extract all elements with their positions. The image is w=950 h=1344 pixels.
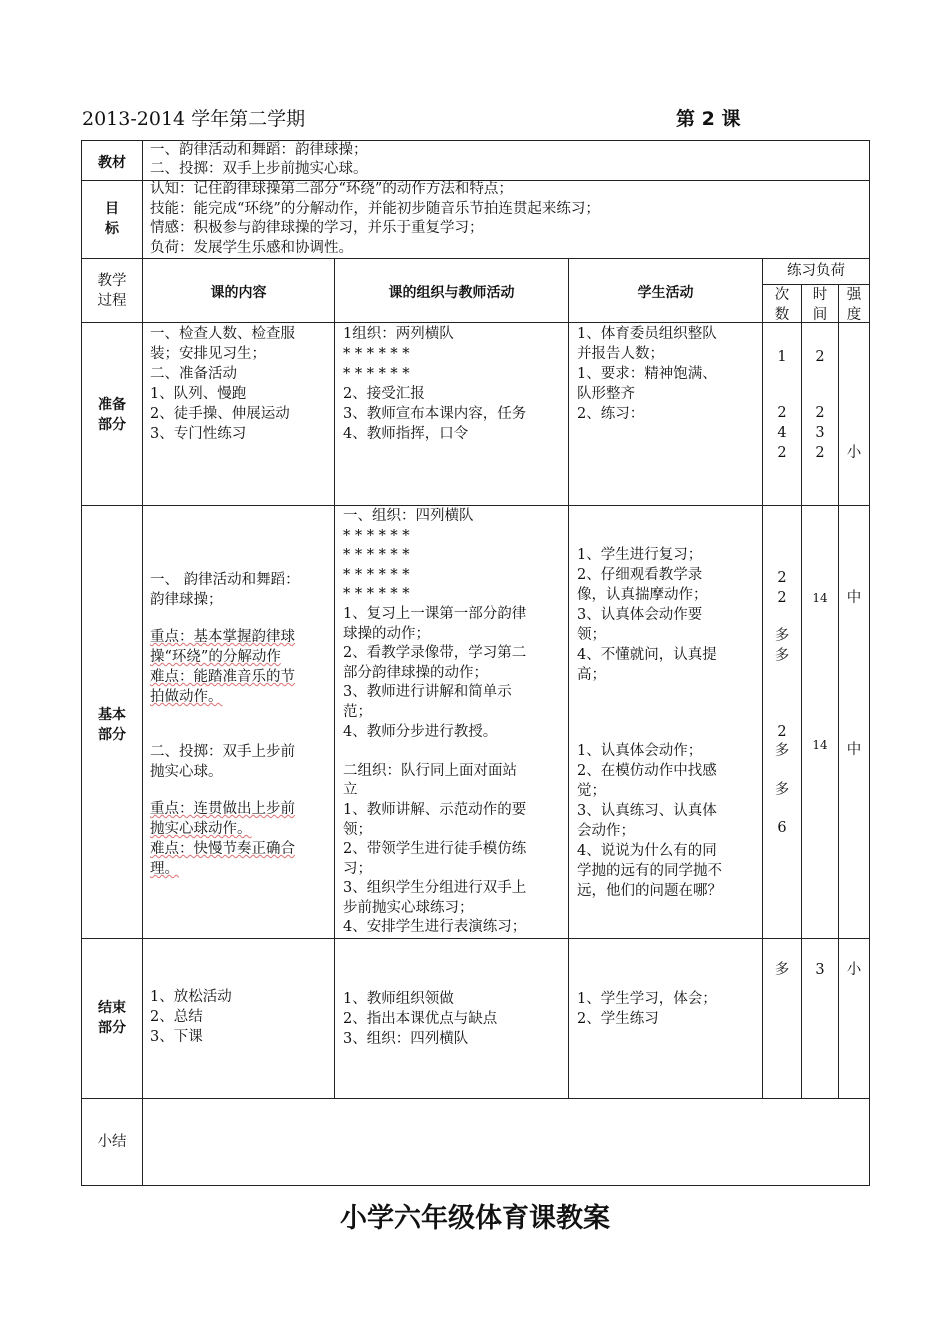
materials-text: 一、韵律活动和舞蹈：韵律球操； 二、投掷：双手上步前抛实心球。 xyxy=(150,142,368,177)
prep-organization: 1组织：两列横队 * * * * * * * * * * * * 2、接受汇报 3、教师宣布本课内容，任务 4、教师指挥，口令 xyxy=(343,326,527,442)
section-label-basic: 基本 部分 xyxy=(98,707,126,743)
end-count: 多 xyxy=(774,962,790,978)
basic-count-8: 6 xyxy=(777,820,787,836)
basic-count-2: 2 xyxy=(777,590,787,606)
basic-student-throw: 1、认真体会动作； 2、在模仿动作中找感 觉； 3、认真练习、认真体 会动作； 4、说说为什么有的同 学抛的远有的同学抛不 远，他们的问题在哪？ xyxy=(577,743,722,899)
document-title: 小学六年级体育课教案 xyxy=(340,1203,610,1234)
basic-content-rhythm: 一、 韵律活动和舞蹈： 韵律球操； xyxy=(150,572,300,608)
prep-count-4: 2 xyxy=(777,445,787,461)
header-student: 学生活动 xyxy=(637,285,694,301)
prep-time-2: 2 xyxy=(815,405,825,421)
basic-count-1: 2 xyxy=(777,570,787,586)
basic-time-2: 14 xyxy=(812,738,828,752)
basic-count-7: 多 xyxy=(774,782,790,798)
header-process: 教学 过程 xyxy=(97,273,127,309)
materials-label: 教材 xyxy=(98,155,126,171)
end-student: 1、学生学习，体会； 2、学生练习 xyxy=(577,991,717,1027)
end-organization: 1、教师组织领做 2、指出本课优点与缺点 3、组织：四列横队 xyxy=(343,991,498,1047)
header-organization: 课的组织与教师活动 xyxy=(388,285,515,301)
prep-time-1: 2 xyxy=(815,349,825,365)
basic-content-throw-keypoints: 重点：连贯做出上步前 抛实心球动作。 难点：快慢节奏正确合 理。 xyxy=(150,801,295,877)
basic-organization: 一、组织：四列横队 * * * * * * * * * * * * * * * * * * * * * * * * 1、复习上一课第一部分韵律 球操的动作； 2、看教学录像带，学习第二 部分韵律球操的动作； 3、教师进行讲解和简单示 范； 4、教师分步进行教授。 二组织：队行同上面对面站 立 1、教师讲解、示范动作的要 领； 2、带领学生进行徒手模仿练 习； 3、组织学生分组进行双手上 步前抛实心球练习； 4、安排学生进行表演练习； xyxy=(343,508,527,936)
basic-intensity-2: 中 xyxy=(846,742,862,758)
header-intensity: 强 度 xyxy=(846,287,862,323)
basic-count-6: 多 xyxy=(774,743,790,759)
header-count: 次 数 xyxy=(774,287,790,323)
end-content: 1、放松活动 2、总结 3、下课 xyxy=(150,989,232,1045)
prep-content: 一、检查人数、检查服 装；安排见习生； 二、准备活动 1、队列、慢跑 2、徒手操、伸展运动 3、专门性练习 xyxy=(150,326,295,442)
basic-content-rhythm-keypoints: 重点：基本掌握韵律球 操“环绕”的分解动作 难点：能踏准音乐的节 拍做动作。 xyxy=(150,629,295,705)
prep-time-3: 3 xyxy=(815,425,825,441)
basic-content-throw: 二、投掷：双手上步前 抛实心球。 xyxy=(150,744,295,780)
lesson-number: 第 2 课 xyxy=(676,108,741,130)
prep-count-1: 1 xyxy=(777,349,787,365)
prep-count-2: 2 xyxy=(777,405,787,421)
summary-field[interactable] xyxy=(143,1099,869,1185)
header-content: 课的内容 xyxy=(210,285,267,301)
goals-label: 目 标 xyxy=(105,201,119,237)
section-label-prep: 准备 部分 xyxy=(98,397,126,433)
header-time: 时 间 xyxy=(812,287,828,323)
section-label-end: 结束 部分 xyxy=(98,1000,126,1036)
basic-count-4: 多 xyxy=(774,648,790,664)
basic-time-1: 14 xyxy=(812,591,828,605)
prep-count-3: 4 xyxy=(777,425,787,441)
header-load: 练习负荷 xyxy=(787,263,845,279)
basic-count-5: 2 xyxy=(777,724,787,740)
basic-count-3: 多 xyxy=(774,628,790,644)
end-intensity: 小 xyxy=(846,962,862,978)
summary-label: 小结 xyxy=(97,1134,127,1150)
prep-time-4: 2 xyxy=(815,445,825,461)
prep-student: 1、体育委员组织整队 并报告人数； 1、要求：精神饱满、 队形整齐 2、练习： xyxy=(577,326,717,422)
goals-text: 认知：记住韵律球操第二部分“环绕”的动作方法和特点； 技能：能完成“环绕”的分解动作，并能初步随音乐节拍连贯起来练习； 情感：积极参与韵律球操的学习，并乐于重复学习； 负荷：发展学生乐感和协调性。 xyxy=(150,181,600,256)
basic-intensity-1: 中 xyxy=(846,590,862,606)
basic-student-rhythm: 1、学生进行复习； 2、仔细观看教学录 像，认真揣摩动作； 3、认真体会动作要 领； 4、不懂就问，认真提 高； xyxy=(577,547,717,683)
prep-intensity: 小 xyxy=(846,445,862,461)
term-label: 2013-2014 学年第二学期 xyxy=(82,108,306,130)
end-time: 3 xyxy=(815,962,825,978)
